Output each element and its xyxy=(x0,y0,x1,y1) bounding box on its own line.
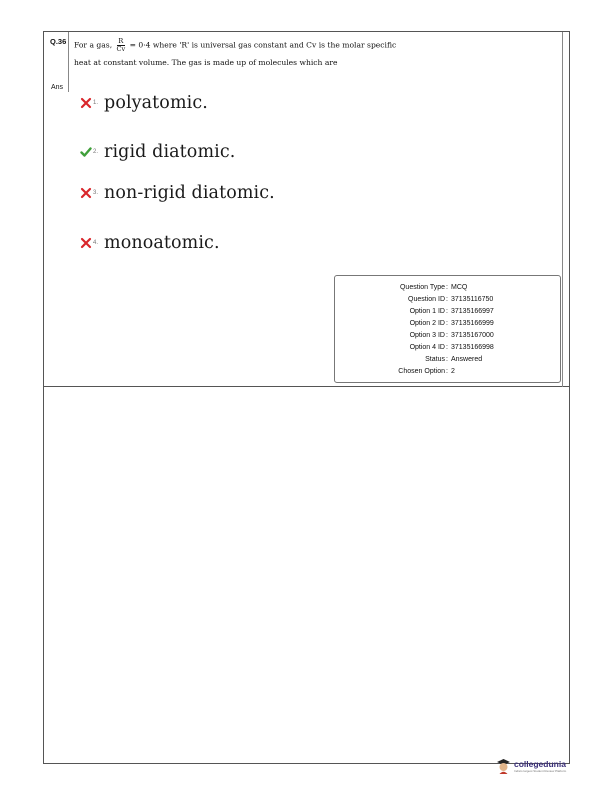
option-1 xyxy=(80,93,208,113)
answer-label: Ans xyxy=(51,84,64,91)
meta-key: Option 1 ID xyxy=(409,308,445,315)
question-box xyxy=(43,31,570,387)
question-text xyxy=(74,38,544,69)
option-number: 1. xyxy=(93,100,99,106)
question-number: Q.36 xyxy=(50,37,67,46)
meta-value: 37135116750 xyxy=(451,296,494,303)
meta-key: Status xyxy=(425,356,445,363)
option-3 xyxy=(80,183,275,203)
question-text-prefix: For a gas, xyxy=(74,40,113,50)
logo-name: collegedunia xyxy=(514,758,566,769)
meta-colon: : xyxy=(446,332,448,339)
divider xyxy=(562,32,563,387)
meta-colon: : xyxy=(446,308,448,315)
option-number: 3. xyxy=(93,190,99,196)
meta-colon: : xyxy=(446,284,448,291)
meta-colon: : xyxy=(446,356,448,363)
meta-value: 37135166999 xyxy=(451,320,494,327)
meta-value: 2 xyxy=(451,368,455,375)
divider xyxy=(68,32,69,92)
meta-key: Option 3 ID xyxy=(409,332,445,339)
option-number: 2. xyxy=(93,149,99,155)
option-4 xyxy=(80,233,220,253)
option-text: polyatomic. xyxy=(104,93,208,113)
cross-icon xyxy=(80,187,92,199)
mascot-icon xyxy=(496,757,511,775)
logo-tagline: India's largest Student Review Platform xyxy=(514,768,567,773)
meta-key: Option 2 ID xyxy=(409,320,445,327)
option-2 xyxy=(80,142,235,162)
meta-colon: : xyxy=(446,368,448,375)
meta-colon: : xyxy=(446,296,448,303)
meta-colon: : xyxy=(446,320,448,327)
meta-value: 37135167000 xyxy=(451,332,494,339)
option-text: monoatomic. xyxy=(104,233,220,253)
logo-text xyxy=(514,760,566,773)
option-text: rigid diatomic. xyxy=(104,142,236,162)
meta-key: Question Type xyxy=(399,284,445,291)
meta-key: Question ID xyxy=(408,296,445,303)
cross-icon xyxy=(80,237,92,249)
meta-value: Answered xyxy=(451,356,483,363)
question-meta-box xyxy=(334,275,561,383)
check-icon xyxy=(80,146,92,158)
meta-value: MCQ xyxy=(451,284,468,291)
question-text-line2: heat at constant volume. The gas is made up of molecules which are xyxy=(74,58,338,67)
fraction-denominator: Cv xyxy=(116,45,126,53)
fraction-numerator: R xyxy=(118,37,124,45)
fraction xyxy=(117,38,126,53)
meta-value: 37135166998 xyxy=(451,344,494,351)
meta-colon: : xyxy=(446,344,448,351)
option-number: 4. xyxy=(93,240,99,246)
meta-value: 37135166997 xyxy=(451,308,494,315)
collegedunia-logo xyxy=(496,757,566,775)
meta-key: Chosen Option xyxy=(398,368,445,375)
option-text: non-rigid diatomic. xyxy=(104,183,275,203)
meta-key: Option 4 ID xyxy=(409,344,445,351)
cross-icon xyxy=(80,97,92,109)
question-text-middle: = 0·4 where 'R' is universal gas constant and Cv is the molar specific xyxy=(129,40,397,50)
